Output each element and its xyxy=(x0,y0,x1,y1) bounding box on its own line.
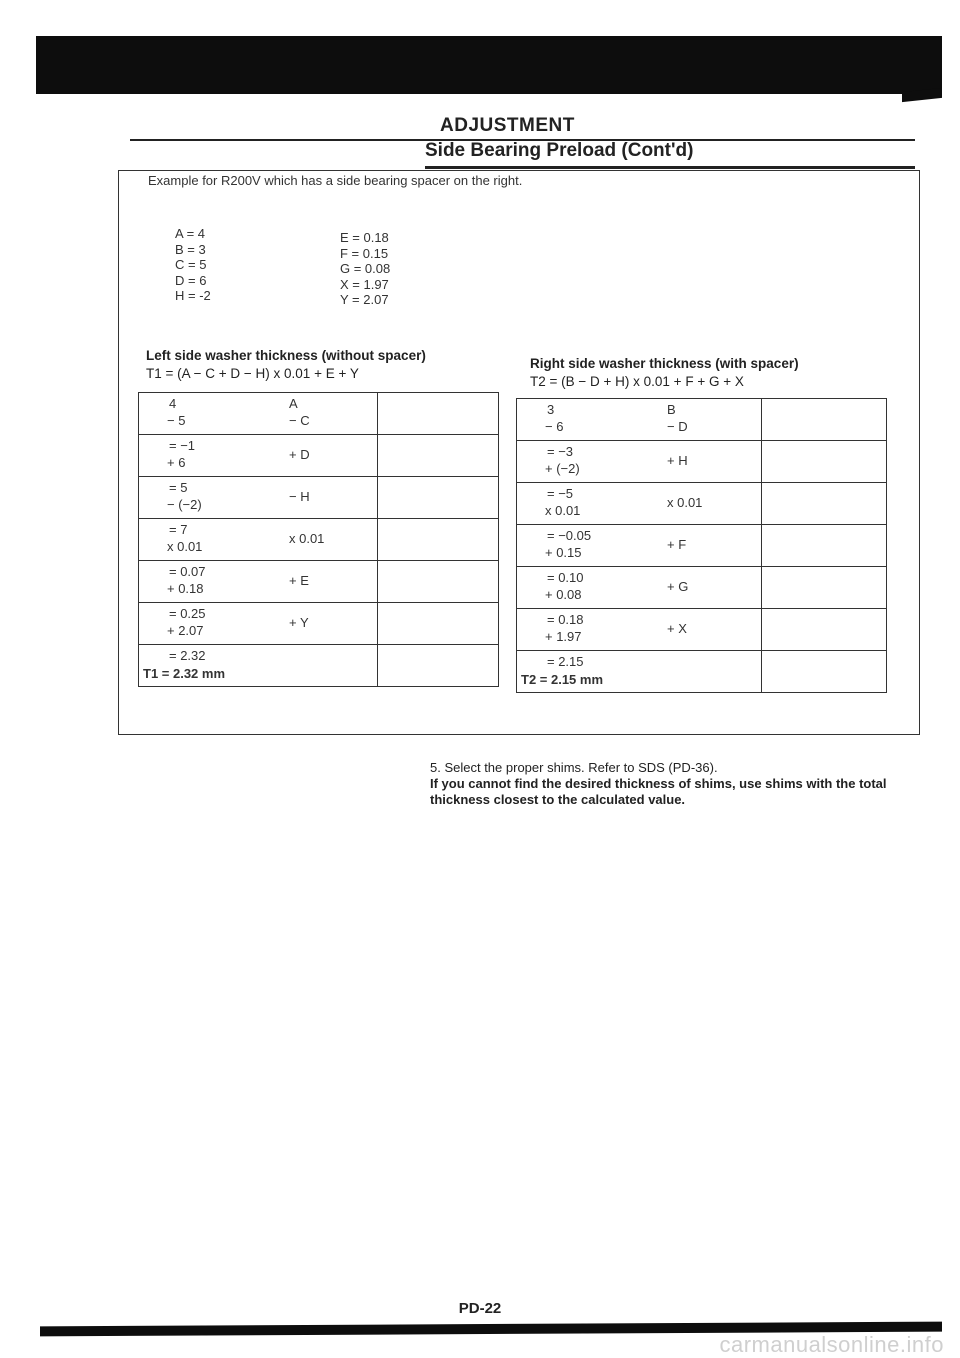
calc-line: = −5 xyxy=(547,486,574,501)
variables-left xyxy=(175,226,211,304)
page-number: PD-22 xyxy=(458,1300,502,1317)
step-5 xyxy=(430,760,920,808)
example-intro: Example for R200V which has a side bearing spacer on the right. xyxy=(148,173,523,188)
left-calc-table xyxy=(138,392,499,687)
calc-operand: + Y xyxy=(289,615,309,630)
variable-row: D = 6 xyxy=(175,272,207,288)
variable-row: C = 5 xyxy=(175,257,207,272)
calc-line: + 1.97 xyxy=(545,629,582,644)
calc-operand: − H xyxy=(289,489,310,504)
calc-line: 4 xyxy=(169,396,177,411)
calc-step-cell xyxy=(517,399,762,441)
calc-step-cell xyxy=(139,603,378,645)
step-5-text: 5. Select the proper shims. Refer to SDS (PD-36). xyxy=(430,760,718,775)
header-black-band xyxy=(36,36,942,94)
calc-step-cell xyxy=(517,567,762,609)
variable-row: G = 0.08 xyxy=(340,261,391,276)
variable-row: F = 0.15 xyxy=(340,245,389,261)
calc-line: = 7 xyxy=(169,522,188,537)
calc-blank-cell xyxy=(378,435,499,477)
calc-line: − 5 xyxy=(167,413,186,428)
section-title: ADJUSTMENT xyxy=(440,115,575,136)
calc-line: = 5 xyxy=(169,480,188,495)
calc-line: = −3 xyxy=(547,444,574,459)
calc-operand: + E xyxy=(289,573,309,588)
calc-step-cell xyxy=(517,525,762,567)
calc-step-cell xyxy=(139,561,378,603)
calc-result-cell xyxy=(517,651,762,693)
calc-line: + 0.15 xyxy=(545,545,582,560)
calc-blank-cell xyxy=(378,561,499,603)
calc-line: + (−2) xyxy=(545,461,580,476)
calc-step-cell xyxy=(517,441,762,483)
calc-step-cell xyxy=(139,435,378,477)
calc-result: = 2.15 xyxy=(547,654,584,669)
calc-blank-cell xyxy=(378,519,499,561)
calc-result: = 2.32 xyxy=(169,648,206,663)
variable-row: X = 1.97 xyxy=(340,276,389,292)
calc-blank-cell xyxy=(378,393,499,435)
calc-blank-cell xyxy=(762,567,887,609)
variables-right xyxy=(340,230,390,308)
calc-blank-cell xyxy=(378,603,499,645)
calc-blank-cell xyxy=(762,441,887,483)
calc-line: + 0.08 xyxy=(545,587,582,602)
calc-line: = 0.25 xyxy=(169,606,206,621)
calc-blank-cell xyxy=(762,399,887,441)
step-5-note: If you cannot find the desired thickness of shims, use shims with the total thickness closest to the calculated value. xyxy=(430,776,887,807)
calc-step-cell xyxy=(139,519,378,561)
right-calc-formula: T2 = (B − D + H) x 0.01 + F + G + X xyxy=(530,374,744,389)
calc-step-cell xyxy=(517,609,762,651)
calc-line: = −1 xyxy=(169,438,196,453)
calc-operand: + D xyxy=(289,447,310,462)
calc-final-value: T2 = 2.15 mm xyxy=(521,672,604,687)
calc-line: x 0.01 xyxy=(167,539,203,554)
subsection-title: Side Bearing Preload (Cont'd) xyxy=(425,140,694,161)
calc-blank-cell xyxy=(762,609,887,651)
calc-blank-cell xyxy=(762,651,887,693)
calc-line: = 0.18 xyxy=(547,612,584,627)
right-calc-heading: Right side washer thickness (with spacer) xyxy=(530,356,799,371)
calc-line: x 0.01 xyxy=(545,503,581,518)
calc-operand: x 0.01 xyxy=(289,531,325,546)
calc-blank-cell xyxy=(378,645,499,687)
calc-line: + 2.07 xyxy=(167,623,204,638)
calc-operand: + G xyxy=(667,579,689,594)
variable-row: B = 3 xyxy=(175,241,206,257)
calc-line: − 6 xyxy=(545,419,564,434)
calc-step-cell xyxy=(517,483,762,525)
watermark-text: carmanualsonline.info xyxy=(719,1332,944,1357)
calc-line: + 6 xyxy=(167,455,186,470)
calc-result-cell xyxy=(139,645,378,687)
subsection-rule xyxy=(425,166,915,169)
calc-step-cell xyxy=(139,393,378,435)
calc-blank-cell xyxy=(762,525,887,567)
variable-row: H = -2 xyxy=(175,288,211,303)
calc-operand: − D xyxy=(667,419,688,434)
calc-line: + 0.18 xyxy=(167,581,204,596)
left-calc-formula: T1 = (A − C + D − H) x 0.01 + E + Y xyxy=(146,366,359,381)
calc-line: − (−2) xyxy=(167,497,202,512)
variable-row: A = 4 xyxy=(175,226,205,241)
calc-final-value: T1 = 2.32 mm xyxy=(143,666,226,681)
calc-step-cell xyxy=(139,477,378,519)
calc-operand: B xyxy=(667,402,676,417)
calc-line: = −0.05 xyxy=(547,528,592,543)
calc-operand: A xyxy=(289,396,298,411)
calc-line: = 0.10 xyxy=(547,570,584,585)
calc-line: = 0.07 xyxy=(169,564,206,579)
left-calc-heading: Left side washer thickness (without spacer) xyxy=(146,348,426,363)
calc-operand: + X xyxy=(667,621,687,636)
calc-operand: − C xyxy=(289,413,310,428)
calc-line: 3 xyxy=(547,402,555,417)
calc-operand: + F xyxy=(667,537,687,552)
calc-operand: x 0.01 xyxy=(667,495,703,510)
calc-blank-cell xyxy=(378,477,499,519)
right-calc-table xyxy=(516,398,887,693)
calc-blank-cell xyxy=(762,483,887,525)
calc-operand: + H xyxy=(667,453,688,468)
variable-row: E = 0.18 xyxy=(340,230,389,245)
variable-row: Y = 2.07 xyxy=(340,292,389,307)
